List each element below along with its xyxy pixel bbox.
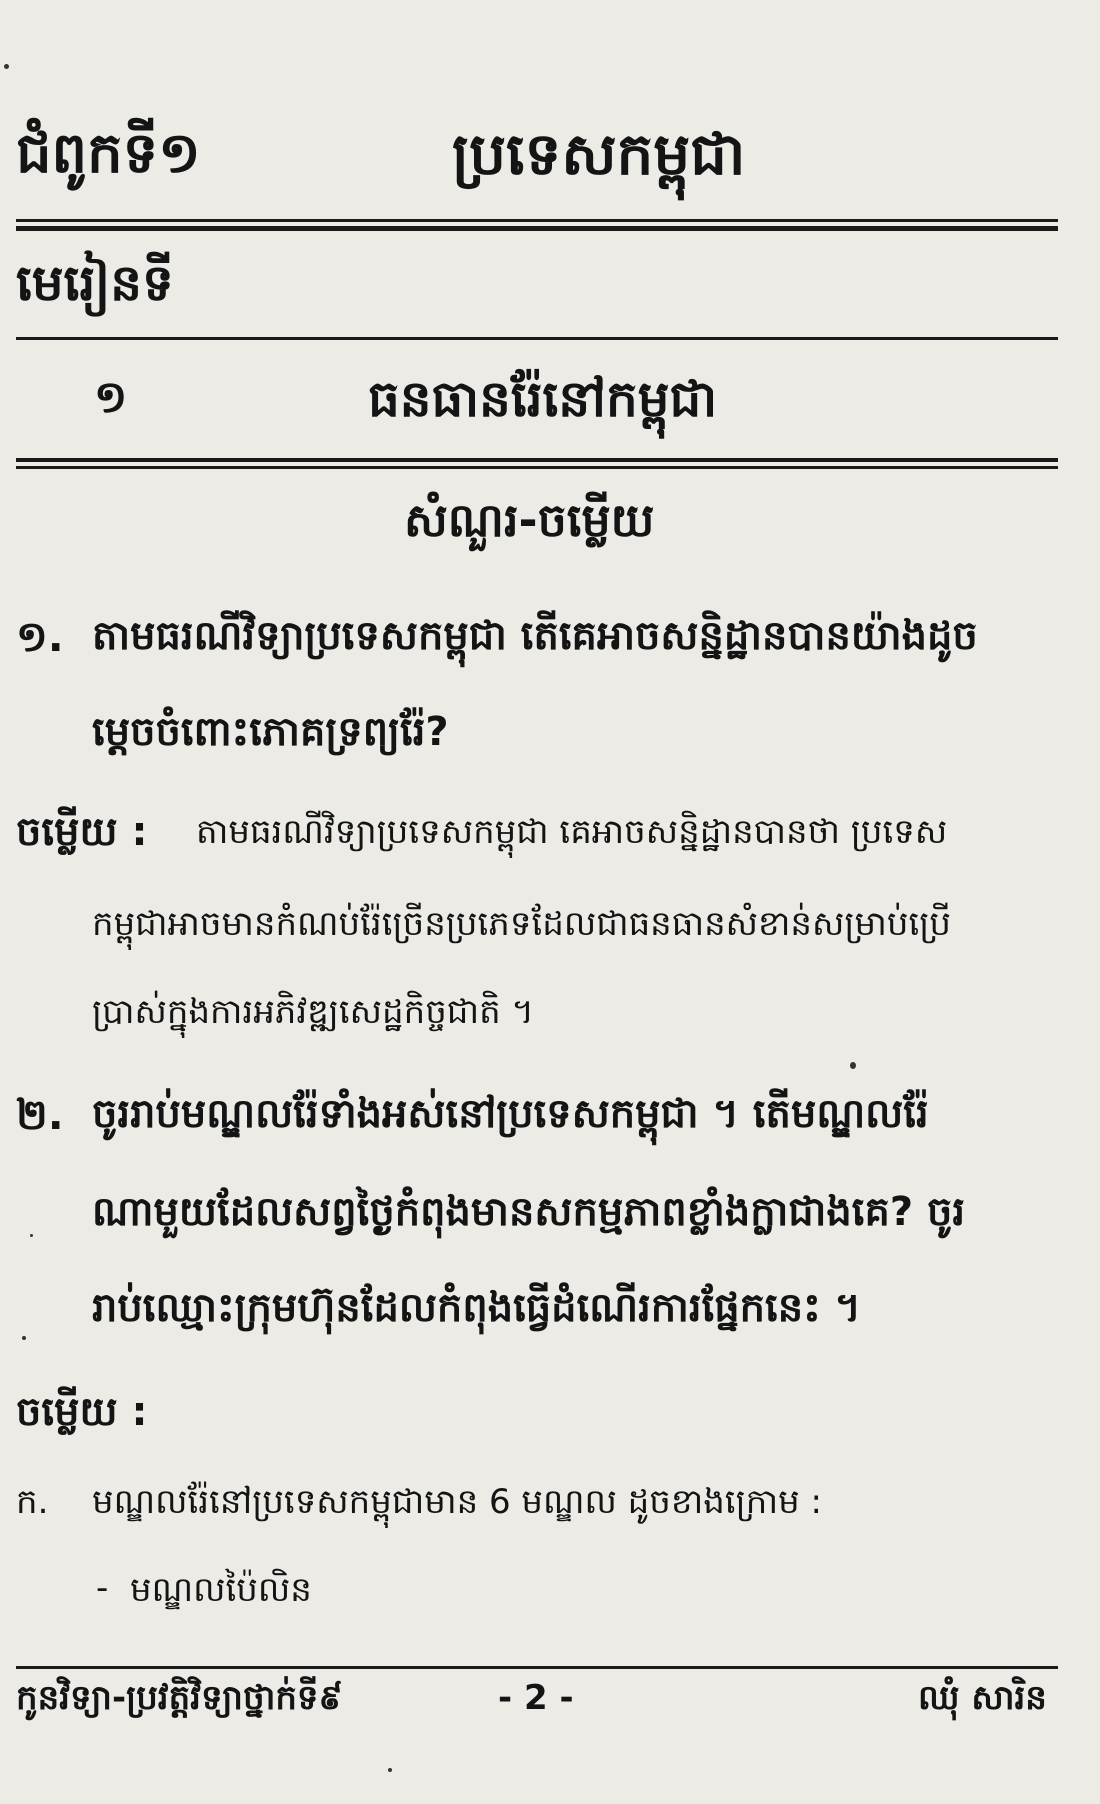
section-title: សំណួរ-ចម្លើយ [404, 493, 655, 547]
answer-1-line-1: តាមធរណីវិទ្យាប្រទេសកម្ពុជា គេអាចសន្និដ្ឋានបានថា ប្រទេស [196, 812, 948, 852]
answer-1-line-2: កម្ពុជាអាចមានកំណប់រ៉ែច្រើនប្រភេទដែលជាធនធានសំខាន់សម្រាប់ប្រើ [92, 904, 951, 944]
chapter-title: ប្រទេសកម្ពុជា [452, 120, 746, 188]
chapter-label: ជំពូកទី១ [16, 121, 201, 186]
answer-2-bullet-marker: - [96, 1568, 109, 1608]
question-2-line-1: ចូររាប់មណ្ឌលរ៉ែទាំងអស់នៅប្រទេសកម្ពុជា ។ តើមណ្ឌលរ៉ែ [92, 1091, 929, 1137]
answer-1-line-3: ប្រាស់ក្នុងការអភិវឌ្ឍសេដ្ឋកិច្ចជាតិ ។ [92, 992, 534, 1032]
question-2-number: ២. [16, 1090, 64, 1139]
scan-speck [850, 1062, 856, 1069]
question-1-line-2: ម្ដេចចំពោះភោគទ្រព្យរ៉ែ? [92, 709, 449, 755]
lesson-title: ធនធានរ៉ែនៅកម្ពុជា [368, 370, 718, 428]
scan-speck [30, 1234, 33, 1237]
answer-2-item-marker: ក. [16, 1482, 49, 1522]
question-1-line-1: តាមធរណីវិទ្យាប្រទេសកម្ពុជា តើគេអាចសន្និដ្ឋានបានយ៉ាងដូច [92, 613, 978, 659]
footer-book-title: កូនវិទ្យា-ប្រវត្តិវិទ្យាថ្នាក់ទី៩ [16, 1678, 343, 1718]
scan-speck [388, 1768, 392, 1772]
title-rule-bottom [16, 466, 1058, 469]
scan-speck [4, 64, 9, 69]
footer-page-number: - 2 - [498, 1678, 574, 1718]
header-rule-top [16, 219, 1058, 222]
question-2-line-2: ណាមួយដែលសព្វថ្ងៃកំពុងមានសកម្មភាពខ្លាំងក្លាជាងគេ? ចូរ [92, 1189, 966, 1235]
header-rule-bottom [16, 226, 1058, 231]
question-2-line-3: រាប់ឈ្មោះក្រុមហ៊ុនដែលកំពុងធ្វើដំណើរការផ្នែកនេះ ។ [92, 1285, 862, 1331]
lesson-label: មេរៀនទី [16, 254, 174, 312]
answer-2-item-text: មណ្ឌលរ៉ែនៅប្រទេសកម្ពុជាមាន 6 មណ្ឌល ដូចខាងក្រោម : [92, 1482, 822, 1522]
footer-rule [16, 1666, 1058, 1669]
title-rule-top [16, 458, 1058, 462]
lesson-number: ១ [94, 372, 128, 423]
question-1-number: ១. [16, 612, 64, 661]
answer-2-bullet-text: មណ្ឌលប៉ៃលិន [130, 1570, 312, 1610]
answer-1-label: ចម្លើយ : [16, 809, 148, 855]
footer-author: ឈុំ សារិន [918, 1678, 1047, 1718]
answer-2-label: ចម្លើយ : [16, 1389, 148, 1435]
scan-speck [22, 1336, 26, 1340]
lesson-rule [16, 337, 1058, 340]
